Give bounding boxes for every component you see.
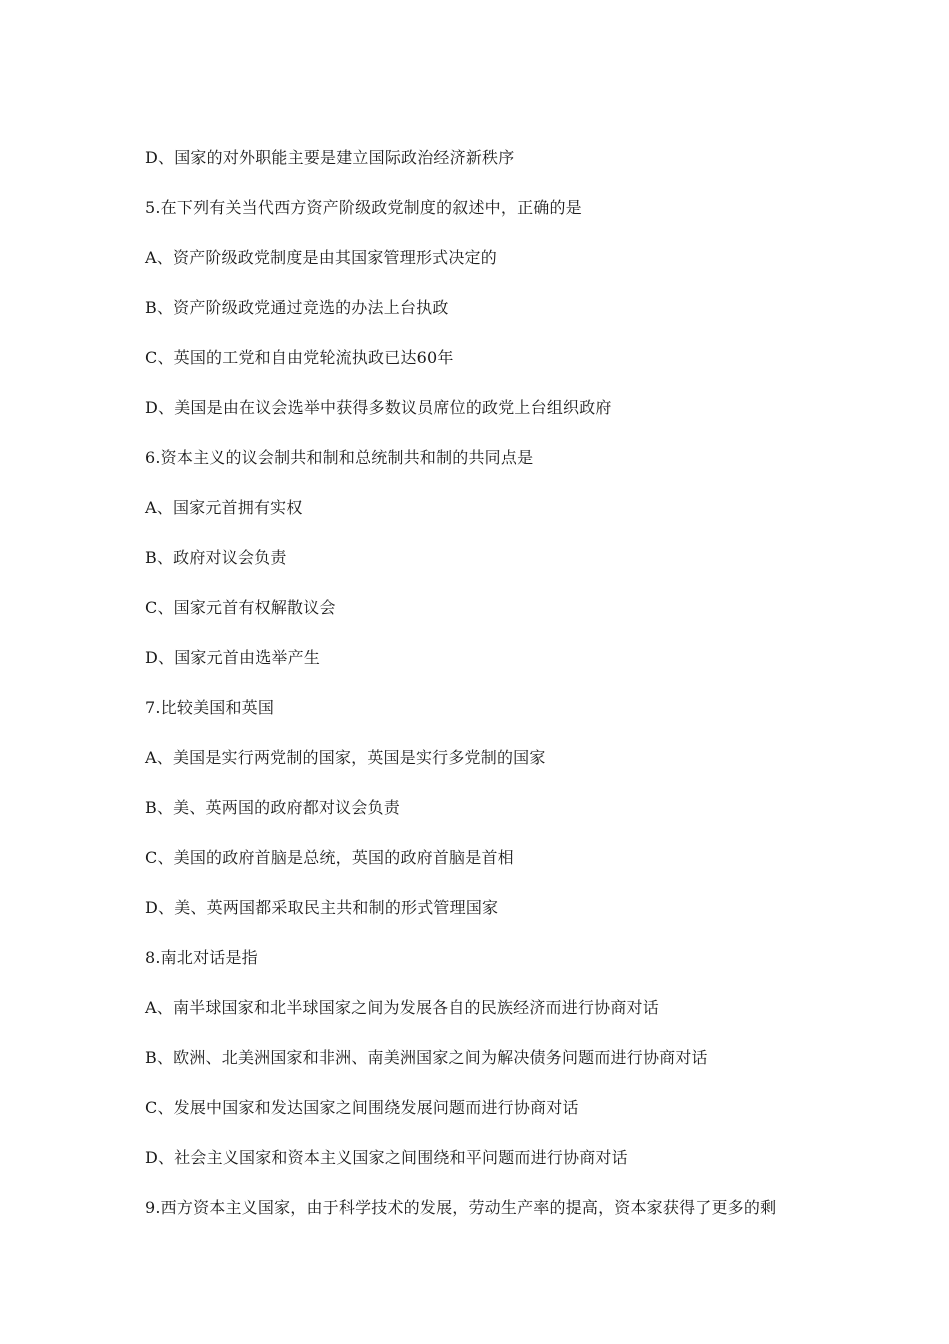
option-a-q5: A、资产阶级政党制度是由其国家管理形式决定的 [145,248,497,267]
question-9: 9.西方资本主义国家，由于科学技术的发展，劳动生产率的提高，资本家获得了更多的剩 [145,1198,777,1217]
option-b-q8: B、欧洲、北美洲国家和非洲、南美洲国家之间为解决债务问题而进行协商对话 [145,1048,708,1067]
question-list [145,146,845,1246]
option-b-q7: B、美、英两国的政府都对议会负责 [145,798,400,817]
question-8: 8.南北对话是指 [145,948,258,967]
option-b-q6: B、政府对议会负责 [145,548,287,567]
question-6: 6.资本主义的议会制共和制和总统制共和制的共同点是 [145,448,534,467]
option-c-q5: C、英国的工党和自由党轮流执政已达60年 [145,348,454,367]
option-d-q6: D、国家元首由选举产生 [145,648,321,667]
option-c-q6: C、国家元首有权解散议会 [145,598,336,617]
option-c-q7: C、美国的政府首脑是总统，英国的政府首脑是首相 [145,848,514,867]
option-c-q8: C、发展中国家和发达国家之间围绕发展问题而进行协商对话 [145,1098,579,1117]
option-d-q4: D、国家的对外职能主要是建立国际政治经济新秩序 [145,148,515,167]
option-d-q8: D、社会主义国家和资本主义国家之间围绕和平问题而进行协商对话 [145,1148,628,1167]
option-b-q5: B、资产阶级政党通过竞选的办法上台执政 [145,298,449,317]
question-5: 5.在下列有关当代西方资产阶级政党制度的叙述中，正确的是 [145,198,582,217]
option-a-q6: A、国家元首拥有实权 [145,498,303,517]
question-7: 7.比较美国和英国 [145,698,275,717]
option-a-q8: A、南半球国家和北半球国家之间为发展各自的民族经济而进行协商对话 [145,998,659,1017]
option-d-q7: D、美、英两国都采取民主共和制的形式管理国家 [145,898,499,917]
option-a-q7: A、美国是实行两党制的国家，英国是实行多党制的国家 [145,748,546,767]
option-d-q5: D、美国是由在议会选举中获得多数议员席位的政党上台组织政府 [145,398,612,417]
